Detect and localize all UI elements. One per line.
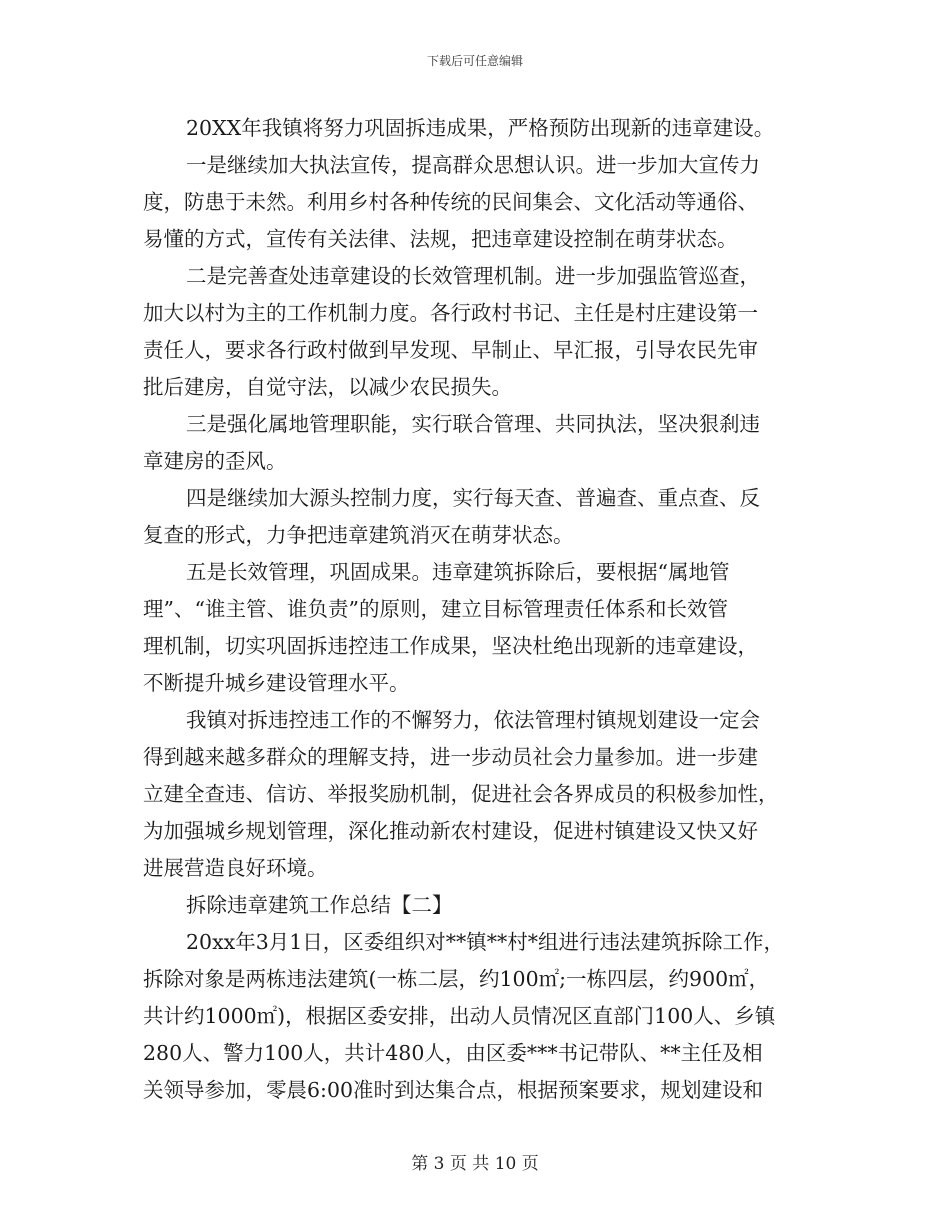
text-line: 复查的形式，力争把违章建筑消灭在萌芽状态。: [143, 523, 574, 547]
text-line: 280人、警力100人，共计480人，由区委***书记带队、**主任及相: [143, 1041, 763, 1065]
text-line: 章建房的歪风。: [143, 449, 287, 473]
text-line: 度，防患于未然。利用乡村各种传统的民间集会、文化活动等通俗、: [143, 190, 758, 214]
text-line: 二是完善查处违章建设的长效管理机制。进一步加强监管巡查，: [186, 264, 760, 288]
text-line: 理机制，切实巩固拆违控违工作成果，坚决杜绝出现新的违章建设，: [143, 634, 758, 658]
text-line: 易懂的方式，宣传有关法律、法规，把违章建设控制在萌芽状态。: [143, 227, 738, 251]
text-line: 我镇对拆违控违工作的不懈努力，依法管理村镇规划建设一定会: [186, 708, 760, 732]
text-line: 拆除对象是两栋违法建筑(一栋二层，约100㎡;一栋四层，约900㎡，: [143, 967, 770, 991]
page-number-footer: 第 3 页 共 10 页: [411, 1154, 539, 1174]
text-line: 得到越来越多群众的理解支持，进一步动员社会力量参加。进一步建: [143, 745, 758, 769]
text-line: 20XX年我镇将努力巩固拆违成果，严格预防出现新的违章建设。: [186, 116, 775, 140]
text-line: 三是强化属地管理职能，实行联合管理、共同执法，坚决狠刹违: [186, 412, 760, 436]
page-header: 下载后可任意编辑: [426, 54, 523, 68]
text-line: 批后建房，自觉守法，以减少农民损失。: [143, 375, 512, 399]
text-line: 共计约1000㎡)，根据区委安排，出动人员情况区直部门100人、乡镇: [143, 1004, 776, 1028]
text-line: 加大以村为主的工作机制力度。各行政村书记、主任是村庄建设第一: [143, 301, 758, 325]
text-line: 理”、“谁主管、谁负责”的原则，建立目标管理责任体系和长效管: [143, 597, 728, 621]
section-heading: 拆除违章建筑工作总结【二】: [186, 893, 453, 917]
text-line: 立建全查违、信访、举报奖励机制，促进社会各界成员的积极参加性，: [143, 782, 779, 806]
text-line: 为加强城乡规划管理，深化推动新农村建设，促进村镇建设又快又好: [143, 819, 758, 843]
text-line: 五是长效管理，巩固成果。违章建筑拆除后，要根据“属地管: [186, 560, 730, 584]
text-line: 责任人，要求各行政村做到早发现、早制止、早汇报，引导农民先审: [143, 338, 758, 362]
text-line: 20xx年3月1日，区委组织对**镇**村*组进行违法建筑拆除工作，: [186, 930, 785, 954]
text-line: 关领导参加，零晨6:00准时到达集合点，根据预案要求，规划建设和: [143, 1078, 764, 1102]
text-line: 一是继续加大执法宣传，提高群众思想认识。进一步加大宣传力: [186, 153, 760, 177]
text-line: 进展营造良好环境。: [143, 856, 328, 880]
text-line: 四是继续加大源头控制力度，实行每天查、普遍查、重点查、反: [186, 486, 760, 510]
text-line: 不断提升城乡建设管理水平。: [143, 671, 410, 695]
document-body: [143, 110, 811, 1109]
